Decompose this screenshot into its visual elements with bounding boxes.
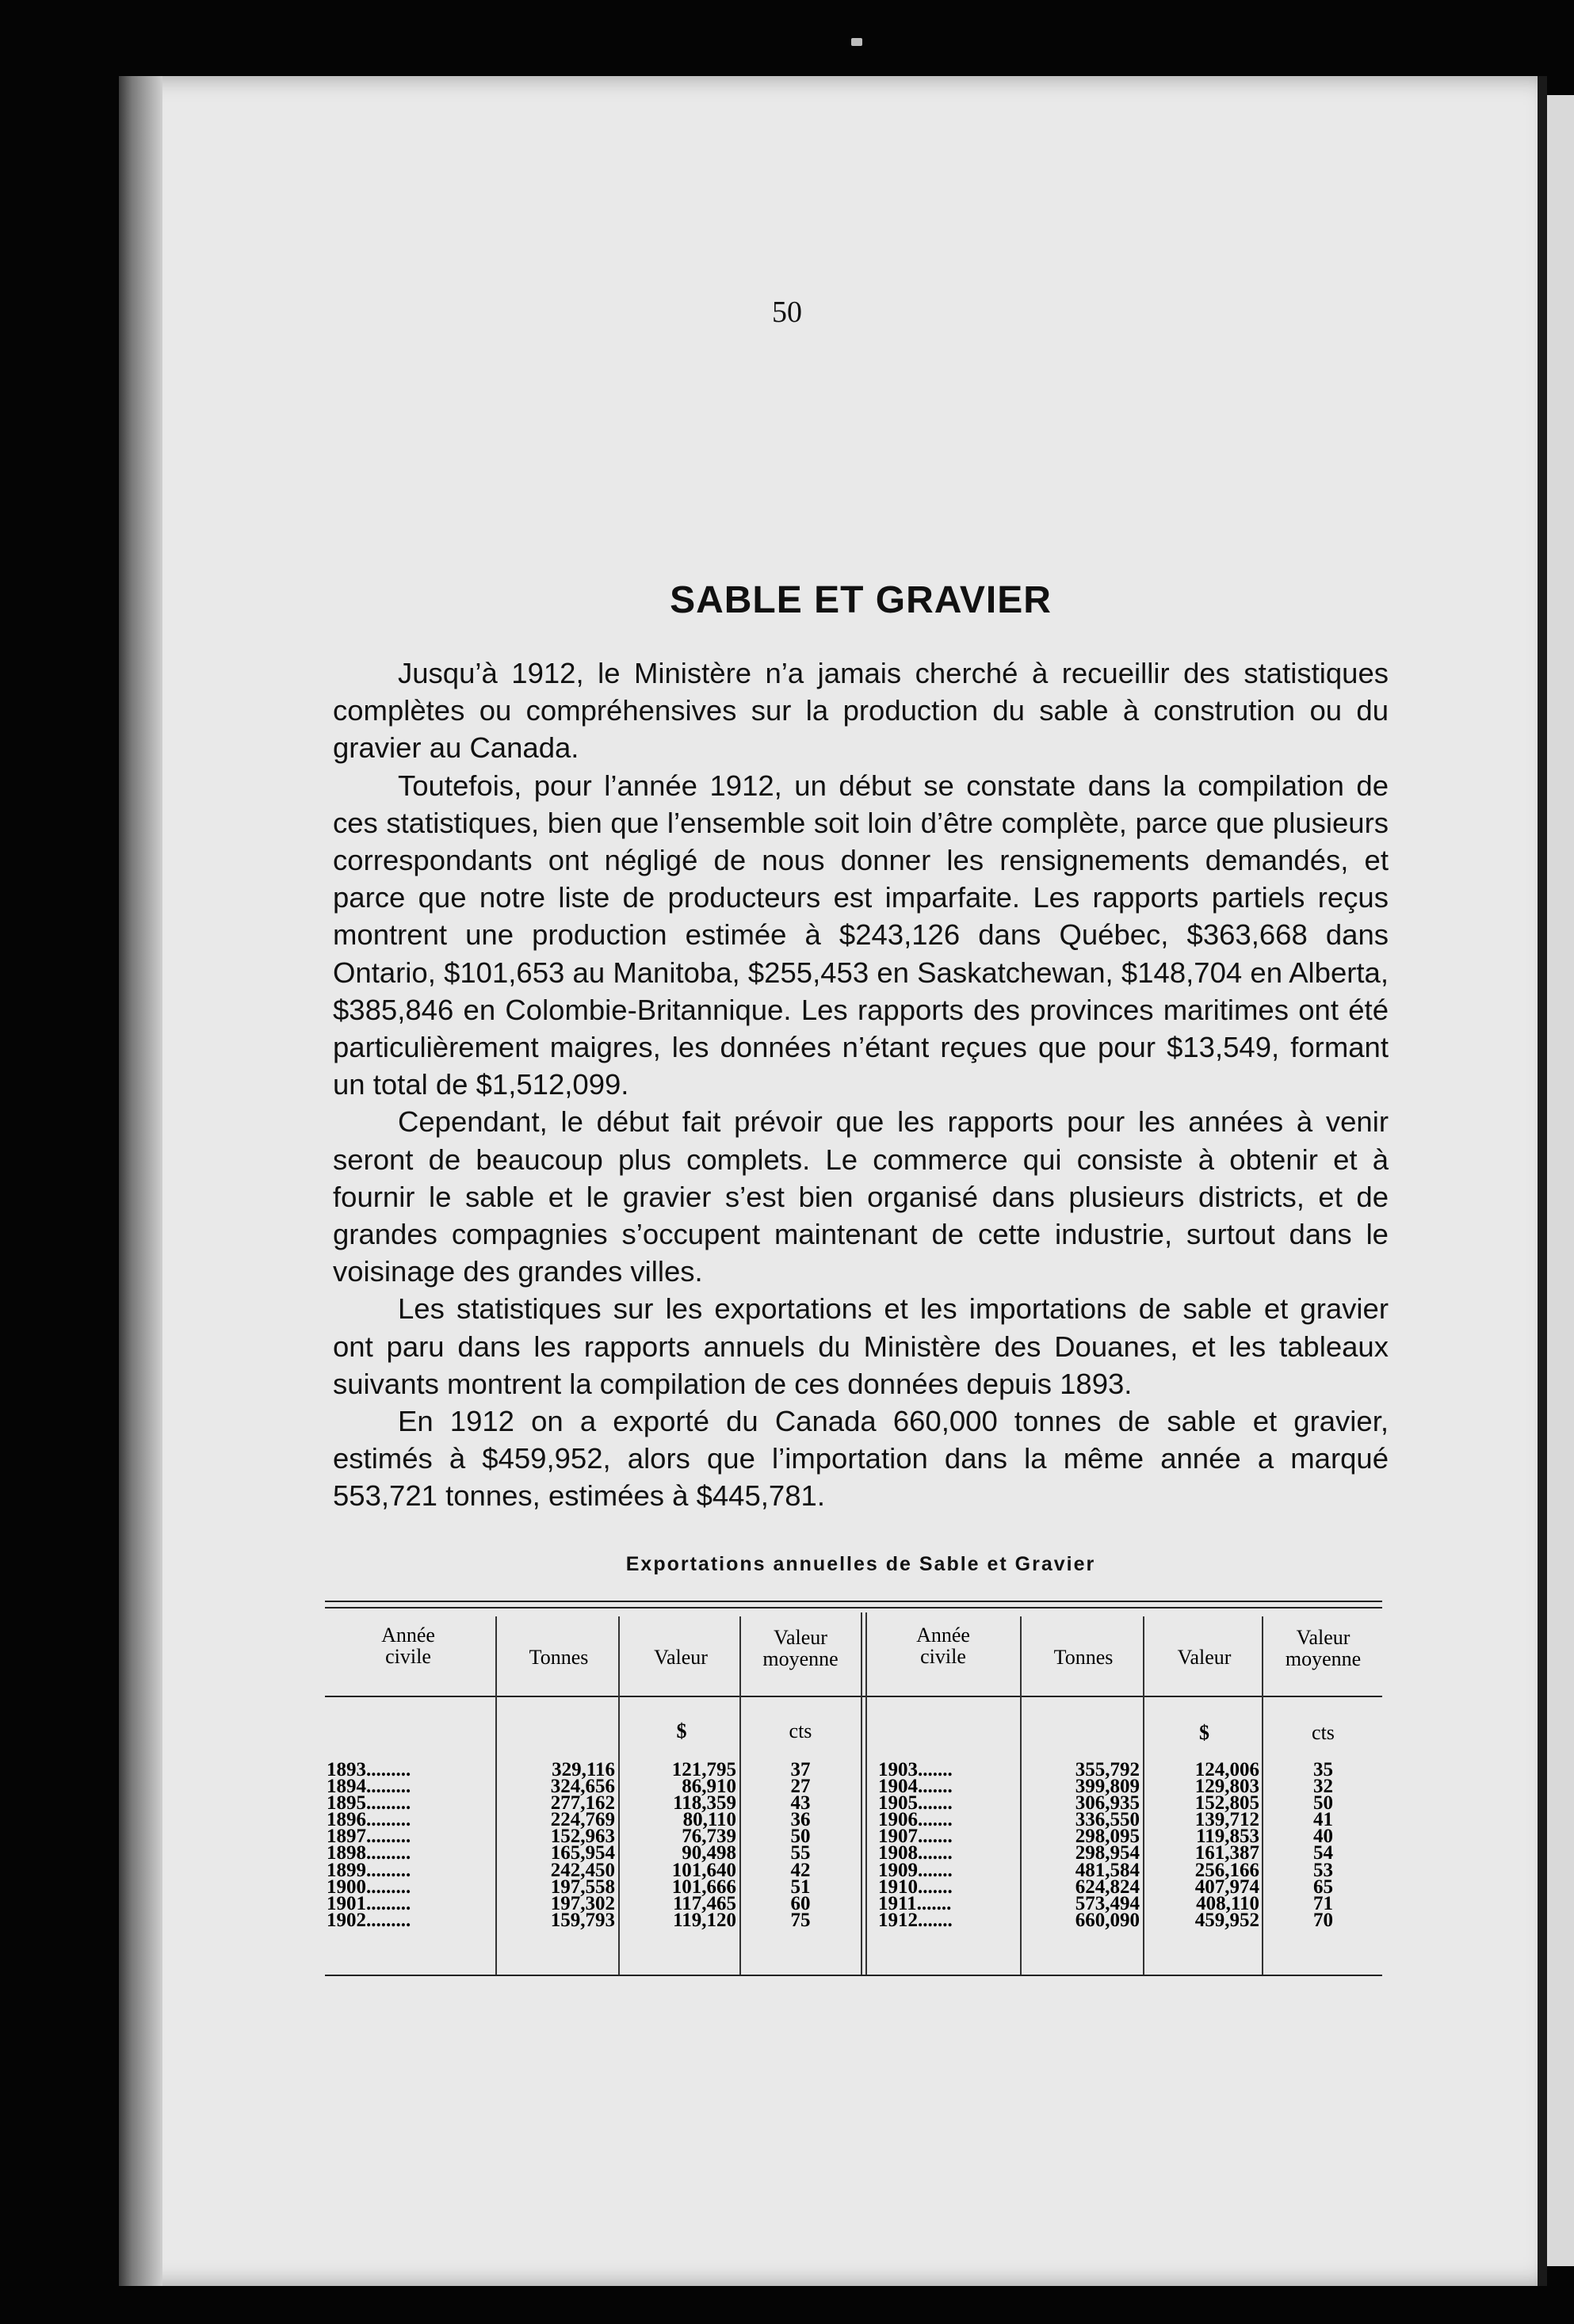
table-cell-moyenne: 35: [1313, 1759, 1333, 1780]
table-cell-tonnes: 224,769: [550, 1809, 615, 1831]
table-cell-tonnes: 298,954: [1075, 1842, 1140, 1864]
header-valeur-moyenne-left: Valeur moyenne: [762, 1626, 839, 1670]
table-cell-year: 1904.......: [878, 1776, 953, 1798]
page-title: SABLE ET GRAVIER: [670, 579, 1052, 621]
header-valeur-right: Valeur: [1177, 1646, 1232, 1669]
table-cell-year: 1905.......: [878, 1792, 953, 1815]
table-cell-valeur: 117,465: [673, 1892, 736, 1914]
table-cell-moyenne: 41: [1313, 1809, 1333, 1831]
table-column-divider: [495, 1616, 497, 1975]
column-years-right: [878, 1761, 1019, 1929]
table-cell-tonnes: 152,963: [550, 1826, 615, 1848]
table-cell-year: 1893.........: [327, 1759, 411, 1780]
table-cell-year: 1902.........: [327, 1909, 411, 1931]
table-column-divider: [739, 1616, 741, 1975]
table-half-divider-2: [865, 1612, 867, 1975]
table-cell-valeur: 76,739: [682, 1826, 736, 1848]
table-cell-year: 1912.......: [878, 1909, 953, 1931]
table-cell-tonnes: 165,954: [550, 1842, 615, 1864]
table-cell-moyenne: 42: [790, 1859, 811, 1881]
table-cell-year: 1901.........: [327, 1892, 411, 1914]
scan-mark: [851, 38, 862, 46]
table-cell-tonnes: 624,824: [1075, 1876, 1140, 1898]
unit-dollar-left: $: [676, 1719, 687, 1742]
table-cell-valeur: 80,110: [682, 1809, 736, 1831]
table-cell-moyenne: 50: [1313, 1792, 1333, 1815]
paragraph-4: Les statistiques sur les exportations et les importations de sable et gravier ont paru dans les rapports annuels du Ministère des Douanes, et les tableaux suivants montrent la compilation de ces données depuis 1893.: [333, 1292, 1389, 1400]
table-cell-year: 1894.........: [327, 1776, 411, 1798]
table-top-rule: [325, 1601, 1382, 1602]
table-cell-year: 1903.......: [878, 1759, 953, 1780]
table-cell-valeur: 139,712: [1194, 1809, 1259, 1831]
column-tonnes-left: [499, 1761, 615, 1929]
table-cell-tonnes: 306,935: [1075, 1792, 1140, 1815]
unit-cents-right: cts: [1312, 1721, 1335, 1744]
table-cell-tonnes: 159,793: [550, 1909, 615, 1931]
table-cell-valeur: 90,498: [682, 1842, 736, 1864]
table-cell-year: 1899.........: [327, 1859, 411, 1881]
table-cell-year: 1898.........: [327, 1842, 411, 1864]
table-caption: Exportations annuelles de Sable et Gravier: [625, 1553, 1096, 1575]
paragraph-1: Jusqu’à 1912, le Ministère n’a jamais cherché à recueillir des statistiques complètes ou compréhensives sur la production du sable à constrution ou du gravier au Canada.: [333, 657, 1389, 765]
column-tonnes-right: [1024, 1761, 1140, 1929]
table-cell-valeur: 161,387: [1194, 1842, 1259, 1864]
header-annee-left: Année civile: [381, 1624, 435, 1668]
table-column-divider: [1262, 1616, 1263, 1975]
table-cell-valeur: 459,952: [1194, 1909, 1259, 1931]
adjacent-page-strip: [1547, 95, 1574, 2266]
page-right-edge: [1538, 76, 1547, 2286]
table-cell-year: 1910.......: [878, 1876, 953, 1898]
table-cell-tonnes: 573,494: [1075, 1892, 1140, 1914]
table-cell-moyenne: 51: [790, 1876, 811, 1898]
table-cell-valeur: 152,805: [1194, 1792, 1259, 1815]
paragraph-5: En 1912 on a exporté du Canada 660,000 tonnes de sable et gravier, estimés à $459,952, alors que l’importation dans la même année a marqué 553,721 tonnes, estimées à $445,781.: [333, 1405, 1389, 1513]
table-column-divider: [1020, 1616, 1022, 1975]
table-cell-tonnes: 355,792: [1075, 1759, 1140, 1780]
table-cell-moyenne: 32: [1313, 1776, 1333, 1798]
column-moyenne-right: [1266, 1761, 1381, 1929]
table-column-divider: [618, 1616, 620, 1975]
table-cell-year: 1911.......: [878, 1892, 952, 1914]
table-cell-tonnes: 329,116: [552, 1759, 615, 1780]
column-years-left: [327, 1761, 489, 1929]
table-cell-tonnes: 197,558: [550, 1876, 615, 1898]
column-moyenne-left: [745, 1761, 856, 1929]
table-cell-moyenne: 53: [1313, 1859, 1333, 1881]
table-cell-moyenne: 70: [1313, 1909, 1333, 1931]
table-cell-valeur: 129,803: [1194, 1776, 1259, 1798]
table-cell-valeur: 118,359: [673, 1792, 736, 1815]
table-bottom-rule: [325, 1975, 1382, 1976]
column-valeur-right: [1147, 1761, 1259, 1929]
header-valeur-moyenne-right: Valeur moyenne: [1285, 1626, 1362, 1670]
paragraph-2: Toutefois, pour l’année 1912, un début se constate dans la compilation de ces statistiques, bien que l’ensemble soit loin d’être complète, parce que plusieurs correspondants ont négligé de nous donner les rensignements demandés, et parce que notre liste de producteurs est imparfaite. Les rapports partiels reçus montrent une production estimée à $243,126 dans Québec, $363,668 dans Ontario, $101,653 au Manitoba, $255,453 en Saskatchewan, $148,704 en Alberta, $385,846 en Colombie-Britannique. Les rapports des provinces maritimes ont été particulièrement maigres, les données n’étant reçues que pour $13,549, formant un total de $1,512,099.: [333, 769, 1389, 1101]
table-cell-valeur: 86,910: [682, 1776, 736, 1798]
page-gutter-shadow: [119, 76, 162, 2286]
table-cell-tonnes: 324,656: [550, 1776, 615, 1798]
header-tonnes-left: Tonnes: [529, 1646, 589, 1669]
table-cell-tonnes: 197,302: [550, 1892, 615, 1914]
table-cell-moyenne: 71: [1313, 1892, 1333, 1914]
table-cell-moyenne: 54: [1313, 1842, 1333, 1864]
paragraph-3: Cependant, le début fait prévoir que les rapports pour les années à venir seront de beaucoup plus complets. Le commerce qui consiste à obtenir et à fournir le sable et le gravier s’est bien organisé dans plusieurs districts, et de grandes compagnies s’occupent maintenant de cette industrie, surtout dans le voisinage des grandes villes.: [333, 1105, 1389, 1288]
table-cell-year: 1896.........: [327, 1809, 411, 1831]
table-column-divider: [1143, 1616, 1144, 1975]
table-cell-moyenne: 50: [790, 1826, 811, 1848]
column-valeur-left: [622, 1761, 736, 1929]
table-cell-moyenne: 75: [790, 1909, 811, 1931]
table-half-divider: [861, 1612, 862, 1975]
table-cell-moyenne: 27: [790, 1776, 811, 1798]
table-cell-moyenne: 40: [1313, 1826, 1333, 1848]
header-valeur-left: Valeur: [654, 1646, 708, 1669]
table-cell-moyenne: 55: [790, 1842, 811, 1864]
table-cell-valeur: 407,974: [1194, 1876, 1259, 1898]
table-cell-year: 1895.........: [327, 1792, 411, 1815]
table-cell-tonnes: 277,162: [550, 1792, 615, 1815]
table-cell-tonnes: 399,809: [1075, 1776, 1140, 1798]
table-cell-year: 1900.........: [327, 1876, 411, 1898]
header-annee-right: Année civile: [916, 1624, 970, 1668]
table-cell-valeur: 124,006: [1194, 1759, 1259, 1780]
table-cell-year: 1906.......: [878, 1809, 953, 1831]
table-top-rule-2: [325, 1607, 1382, 1608]
table-cell-moyenne: 37: [790, 1759, 811, 1780]
table-cell-valeur: 119,853: [1196, 1826, 1259, 1848]
unit-cents-left: cts: [789, 1719, 812, 1742]
table-cell-moyenne: 36: [790, 1809, 811, 1831]
table-cell-moyenne: 65: [1313, 1876, 1333, 1898]
table-cell-tonnes: 298,095: [1075, 1826, 1140, 1848]
body-text: [333, 654, 1389, 1515]
table-cell-valeur: 408,110: [1196, 1892, 1259, 1914]
table-cell-tonnes: 660,090: [1075, 1909, 1140, 1931]
table-cell-valeur: 256,166: [1194, 1859, 1259, 1881]
table-cell-valeur: 101,666: [671, 1876, 736, 1898]
unit-dollar-right: $: [1199, 1721, 1209, 1744]
table-cell-year: 1897.........: [327, 1826, 411, 1848]
header-tonnes-right: Tonnes: [1053, 1646, 1114, 1669]
table-cell-tonnes: 242,450: [550, 1859, 615, 1881]
table-cell-valeur: 121,795: [671, 1759, 736, 1780]
page-number: 50: [772, 296, 802, 329]
table-cell-year: 1909.......: [878, 1859, 953, 1881]
table-cell-valeur: 119,120: [673, 1909, 736, 1931]
table-cell-year: 1908.......: [878, 1842, 953, 1864]
table-header-rule: [325, 1696, 1382, 1697]
table-cell-tonnes: 336,550: [1075, 1809, 1140, 1831]
table-cell-year: 1907.......: [878, 1826, 953, 1848]
table-cell-valeur: 101,640: [671, 1859, 736, 1881]
table-cell-moyenne: 43: [790, 1792, 811, 1815]
table-cell-tonnes: 481,584: [1075, 1859, 1140, 1881]
table-cell-moyenne: 60: [790, 1892, 811, 1914]
